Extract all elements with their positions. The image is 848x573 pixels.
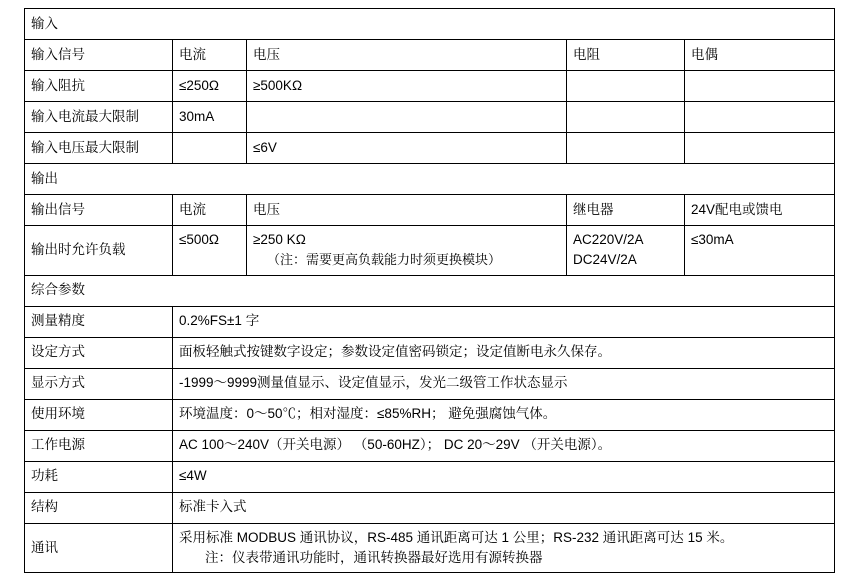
- table-row: [25, 226, 835, 276]
- cell-input-max-current-voltage: [247, 102, 567, 133]
- cell-input-signal-resistance: 电阻: [567, 40, 685, 71]
- table-row: [25, 492, 835, 523]
- cell-communication-value: [173, 523, 835, 573]
- row-label-input-max-voltage: 输入电压最大限制: [25, 133, 173, 164]
- cell-output-load-relay-ac: AC220V/2A: [573, 232, 644, 247]
- table-row: [25, 195, 835, 226]
- cell-output-load-relay: [567, 226, 685, 276]
- row-label-accuracy: 测量精度: [25, 306, 173, 337]
- cell-input-impedance-voltage: ≥500KΩ: [247, 71, 567, 102]
- cell-input-max-current-value: 30mA: [173, 102, 247, 133]
- row-label-power-supply: 工作电源: [25, 430, 173, 461]
- cell-input-max-voltage-resistance: [567, 133, 685, 164]
- cell-output-load-note: （注：需要更高负载能力时须更换模块）: [267, 252, 502, 268]
- cell-output-signal-relay: 继电器: [567, 195, 685, 226]
- row-label-environment: 使用环境: [25, 399, 173, 430]
- cell-output-signal-power-supply: 24V配电或馈电: [685, 195, 835, 226]
- row-label-structure: 结构: [25, 492, 173, 523]
- cell-input-max-current-resistance: [567, 102, 685, 133]
- table-row: [25, 133, 835, 164]
- cell-communication-line2: 注：仪表带通讯功能时，通讯转换器最好选用有源转换器: [205, 549, 543, 565]
- row-label-input-signal: 输入信号: [25, 40, 173, 71]
- cell-structure-value: 标准卡入式: [173, 492, 835, 523]
- row-label-communication: [25, 523, 173, 573]
- section-title-input: 输入: [25, 9, 835, 40]
- table-row: [25, 523, 835, 573]
- table-row: [25, 399, 835, 430]
- row-label-output-load-text: 输出时允许负载: [31, 242, 126, 258]
- cell-output-load-power-supply: ≤30mA: [685, 226, 835, 276]
- cell-input-impedance-resistance: [567, 71, 685, 102]
- row-label-input-max-current: 输入电流最大限制: [25, 102, 173, 133]
- cell-input-max-current-thermocouple: [685, 102, 835, 133]
- cell-output-load-voltage: [247, 226, 567, 276]
- table-row: [25, 275, 835, 306]
- table-row: [25, 9, 835, 40]
- cell-consumption-value: ≤4W: [173, 461, 835, 492]
- row-label-output-load: [25, 226, 173, 276]
- cell-power-supply-value: AC 100～240V（开关电源） （50-60HZ）； DC 20～29V （开关电源）。: [173, 430, 835, 461]
- table-row: [25, 337, 835, 368]
- cell-output-signal-voltage: 电压: [247, 195, 567, 226]
- cell-input-signal-thermocouple: 电偶: [685, 40, 835, 71]
- cell-input-impedance-thermocouple: [685, 71, 835, 102]
- cell-input-max-voltage-value: ≤6V: [247, 133, 567, 164]
- specification-table: [24, 8, 835, 573]
- table-row: [25, 40, 835, 71]
- section-title-output: 输出: [25, 164, 835, 195]
- row-label-output-signal: 输出信号: [25, 195, 173, 226]
- row-label-setting-method: 设定方式: [25, 337, 173, 368]
- row-label-communication-text: 通讯: [31, 539, 58, 555]
- cell-setting-method-value: 面板轻触式按键数字设定；参数设定值密码锁定；设定值断电永久保存。: [173, 337, 835, 368]
- cell-environment-value: 环境温度：0～50℃；相对湿度：≤85%RH； 避免强腐蚀气体。: [173, 399, 835, 430]
- cell-output-load-current: ≤500Ω: [173, 226, 247, 276]
- row-label-display-method: 显示方式: [25, 368, 173, 399]
- cell-accuracy-value: 0.2%FS±1 字: [173, 306, 835, 337]
- cell-input-signal-voltage: 电压: [247, 40, 567, 71]
- cell-input-max-voltage-thermocouple: [685, 133, 835, 164]
- table-row: [25, 306, 835, 337]
- cell-output-signal-current: 电流: [173, 195, 247, 226]
- table-row: [25, 430, 835, 461]
- cell-output-load-voltage-value: ≥250 KΩ: [253, 232, 306, 247]
- table-row: [25, 368, 835, 399]
- row-label-input-impedance: 输入阻抗: [25, 71, 173, 102]
- table-row: [25, 461, 835, 492]
- table-row: [25, 102, 835, 133]
- row-label-consumption: 功耗: [25, 461, 173, 492]
- cell-communication-line1: 采用标准 MODBUS 通讯协议，RS-485 通讯距离可达 1 公里；RS-232 通讯距离可达 15 米。: [179, 529, 734, 545]
- cell-input-max-voltage-current: [173, 133, 247, 164]
- cell-output-load-relay-dc: DC24V/2A: [573, 252, 637, 268]
- section-title-general: 综合参数: [25, 275, 835, 306]
- cell-input-impedance-current: ≤250Ω: [173, 71, 247, 102]
- cell-input-signal-current: 电流: [173, 40, 247, 71]
- table-row: [25, 71, 835, 102]
- cell-display-method-value: -1999～9999测量值显示、设定值显示，发光二级管工作状态显示: [173, 368, 835, 399]
- table-row: [25, 164, 835, 195]
